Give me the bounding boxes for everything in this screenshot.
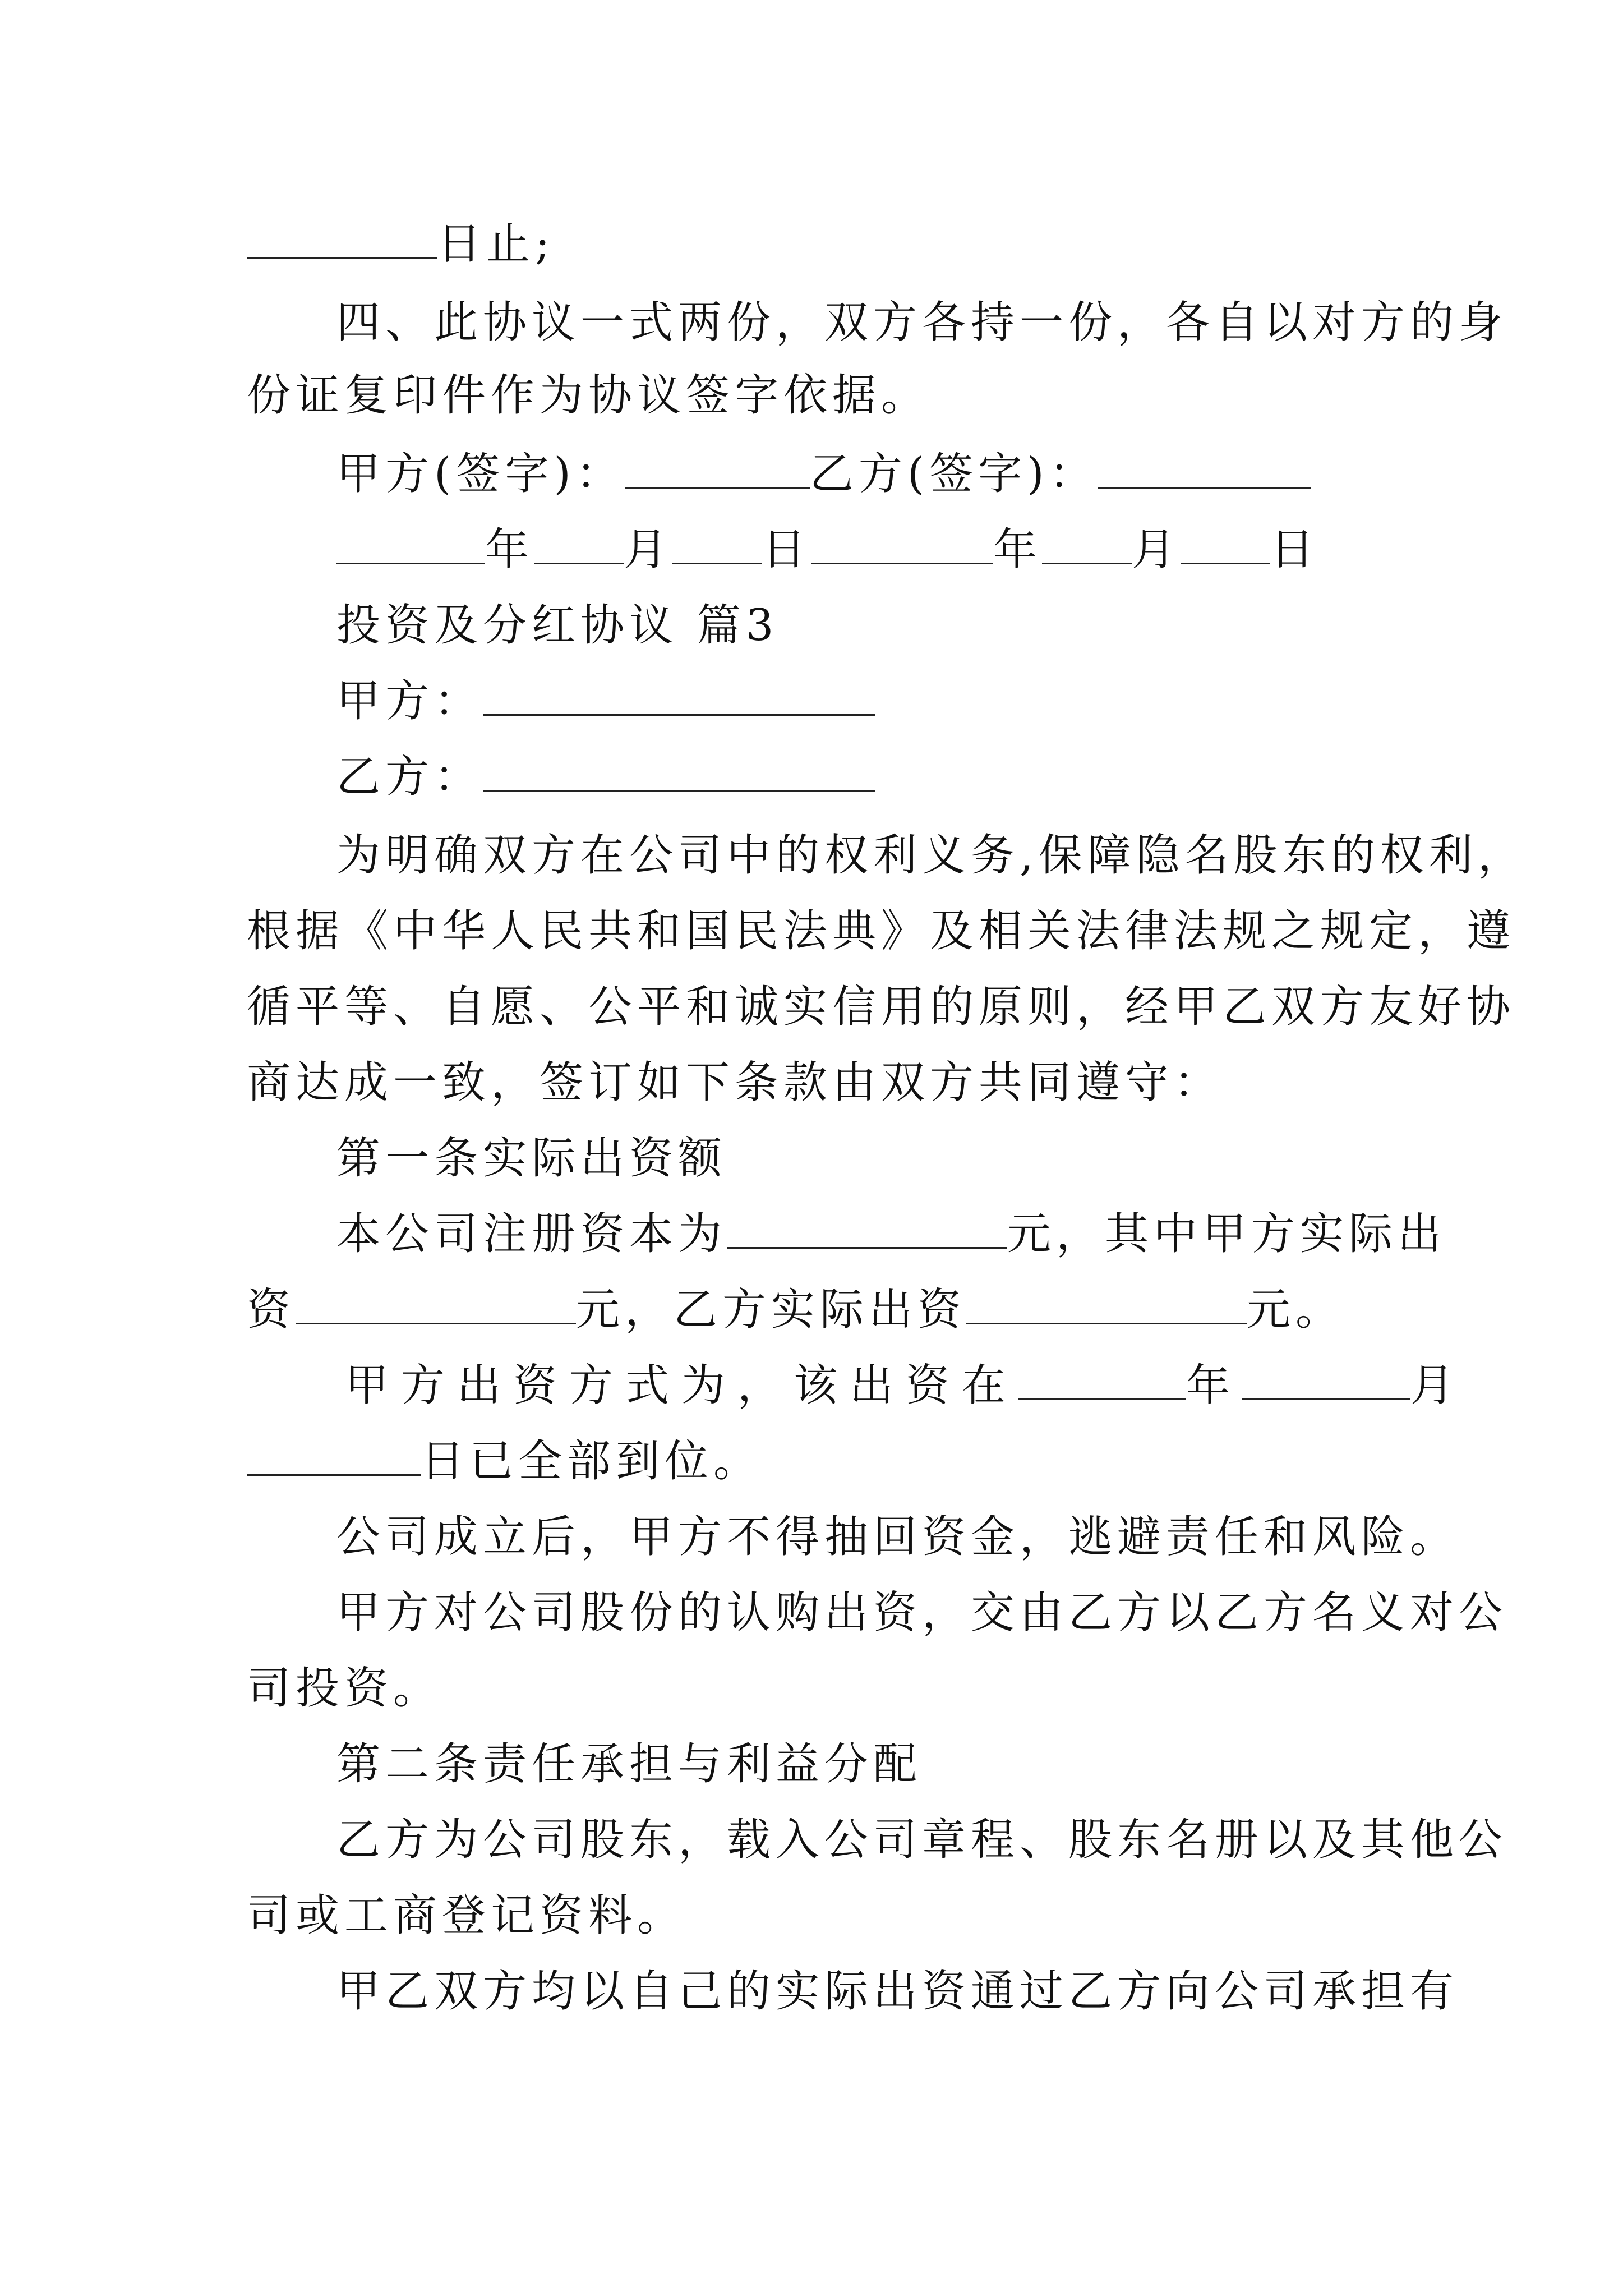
doc-text: 月 bbox=[1410, 1360, 1467, 1411]
blank-field bbox=[534, 523, 624, 564]
article-1-line-4 bbox=[247, 1433, 762, 1489]
agreement-title: 投资及分红协议 篇3 bbox=[336, 600, 779, 651]
date-year-label: 年 bbox=[485, 524, 534, 575]
intro-text: 商达成一致，签订如下条款由双方共同遵守： bbox=[247, 1057, 1223, 1108]
section-title bbox=[336, 597, 778, 654]
doc-line-1 bbox=[247, 216, 555, 272]
doc-text: 元，其中甲方实际出 bbox=[1007, 1209, 1447, 1259]
article-title: 第一条实际出资额 bbox=[336, 1133, 727, 1184]
intro-line-3 bbox=[247, 979, 1516, 1035]
blank-field bbox=[1181, 523, 1270, 564]
doc-line-2 bbox=[336, 295, 1508, 351]
date-month-label: 月 bbox=[624, 524, 673, 575]
party-a-label: 甲方： bbox=[336, 676, 483, 726]
intro-text: 循平等、自愿、公平和诚实信用的原则，经甲乙双方友好协 bbox=[247, 982, 1516, 1032]
party-a-signature-blank bbox=[625, 448, 810, 489]
article-1-p3-line-2 bbox=[247, 1660, 442, 1717]
party-b-blank bbox=[483, 751, 875, 792]
party-b-line bbox=[336, 749, 875, 805]
signature-line bbox=[336, 446, 1311, 502]
signature-date-line bbox=[336, 522, 1319, 578]
party-a-line bbox=[336, 673, 875, 729]
blank-field bbox=[1042, 523, 1132, 564]
doc-text: 公司成立后，甲方不得抽回资金，逃避责任和风险。 bbox=[336, 1512, 1459, 1562]
doc-text: 司投资。 bbox=[247, 1663, 442, 1714]
party-a-capital-blank bbox=[296, 1283, 576, 1324]
clause-four-text-cont: 份证复印件作为协议签字依据。 bbox=[247, 370, 930, 421]
doc-text: 甲乙双方均以自己的实际出资通过乙方向公司承担有 bbox=[336, 1966, 1459, 2017]
doc-text: 元。 bbox=[1247, 1285, 1345, 1335]
article-2-p2-line-1 bbox=[336, 1963, 1459, 2019]
doc-text: 乙方为公司股东，载入公司章程、股东名册以及其他公 bbox=[336, 1815, 1508, 1865]
doc-text: 甲方出资方式为，该出资在 bbox=[345, 1360, 1018, 1411]
party-b-label: 乙方： bbox=[336, 752, 483, 802]
doc-text: 资 bbox=[247, 1285, 296, 1335]
article-1-title bbox=[336, 1130, 727, 1186]
doc-text: 本公司注册资本为 bbox=[336, 1209, 727, 1259]
blank-field bbox=[1242, 1359, 1410, 1400]
doc-text: 元，乙方实际出资 bbox=[576, 1285, 967, 1335]
intro-line-2 bbox=[247, 903, 1516, 959]
blank-field bbox=[247, 218, 437, 259]
article-2-p1-line-1 bbox=[336, 1812, 1508, 1868]
date-month-label: 月 bbox=[1132, 524, 1181, 575]
article-2-title bbox=[336, 1736, 922, 1792]
article-2-p1-line-2 bbox=[247, 1888, 686, 1944]
article-1-line-1 bbox=[336, 1206, 1446, 1262]
blank-field bbox=[336, 523, 485, 564]
doc-text: 日已全部到位。 bbox=[421, 1436, 763, 1487]
date-year-label: 年 bbox=[993, 524, 1043, 575]
doc-text: 司或工商登记资料。 bbox=[247, 1890, 686, 1941]
doc-text: 日止; bbox=[437, 219, 555, 269]
intro-line-1 bbox=[336, 827, 1527, 884]
article-title: 第二条责任承担与利益分配 bbox=[336, 1739, 923, 1789]
clause-four-text: 四、此协议一式两份，双方各持一份，各自以对方的身 bbox=[336, 297, 1508, 348]
blank-field bbox=[811, 523, 993, 564]
doc-text: 年 bbox=[1186, 1360, 1243, 1411]
doc-text: 甲方对公司股份的认购出资，交由乙方以乙方名义对公 bbox=[336, 1588, 1508, 1638]
article-1-line-3 bbox=[345, 1358, 1467, 1414]
blank-field bbox=[672, 523, 762, 564]
article-1-p2 bbox=[336, 1509, 1459, 1565]
article-1-p3-line-1 bbox=[336, 1585, 1508, 1641]
blank-field bbox=[247, 1435, 421, 1476]
blank-field bbox=[1018, 1359, 1186, 1400]
party-a-signature-label: 甲方(签字)： bbox=[336, 449, 625, 499]
intro-text: 为明确双方在公司中的权利义务,保障隐名股东的权利， bbox=[336, 830, 1527, 881]
party-a-blank bbox=[483, 675, 875, 716]
party-b-signature-blank bbox=[1098, 448, 1311, 489]
date-day-label: 日 bbox=[1270, 524, 1320, 575]
date-day-label: 日 bbox=[762, 524, 811, 575]
article-1-line-2 bbox=[247, 1282, 1344, 1338]
intro-line-4 bbox=[247, 1055, 1223, 1111]
intro-text: 根据《中华人民共和国民法典》及相关法律法规之规定，遵 bbox=[247, 906, 1516, 956]
party-b-signature-label: 乙方(签字)： bbox=[809, 449, 1098, 499]
doc-line-3 bbox=[247, 367, 930, 424]
party-b-capital-blank bbox=[966, 1283, 1247, 1324]
registered-capital-blank bbox=[727, 1208, 1007, 1249]
